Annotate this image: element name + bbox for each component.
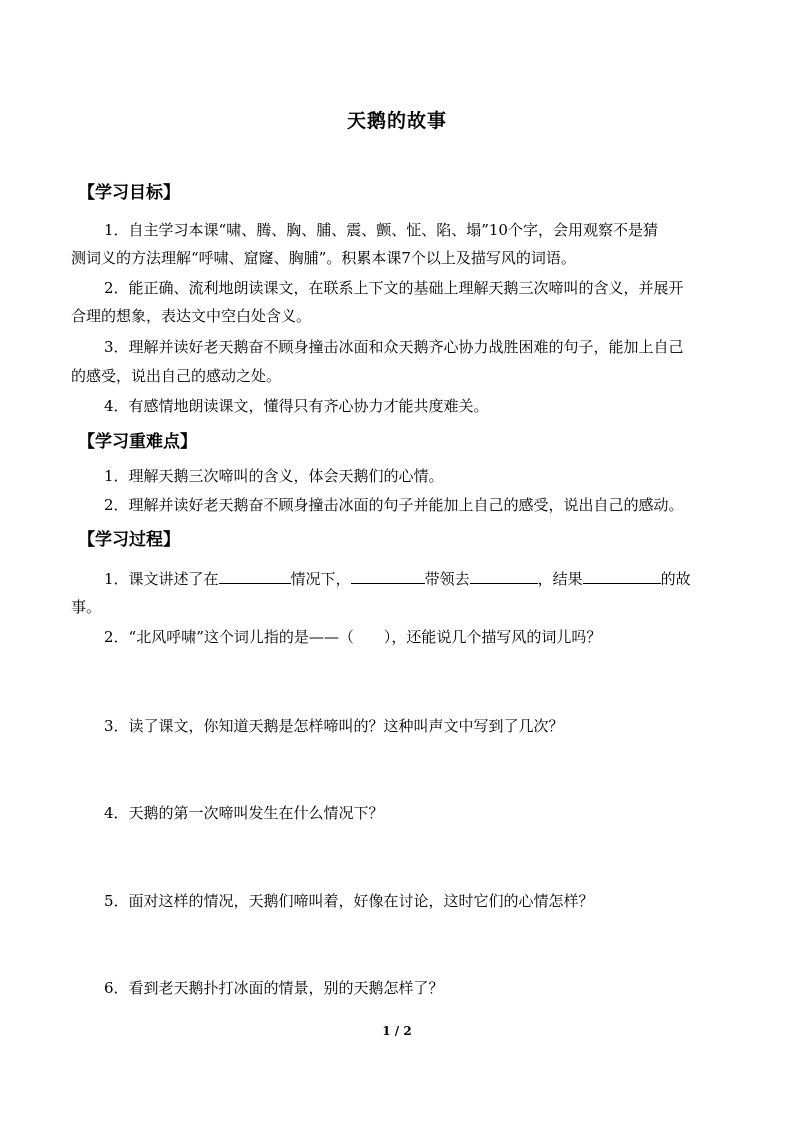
answer-blank-3[interactable] [470, 568, 538, 584]
document-title: 天鹅的故事 [346, 110, 447, 132]
objective-3-line-2: 的感受，说出自己的感动之处。 [71, 367, 282, 385]
question-1-line-1 [104, 568, 691, 589]
question-1-text-b: 情况下， [290, 570, 351, 588]
question-1-text-a: 1．课文讲述了在 [104, 570, 219, 588]
question-2: 2．“北风呼啸”这个词儿指的是——（ ），还能说几个描写风的词儿吗？ [104, 628, 602, 646]
section-heading-objectives: 【学习目标】 [78, 183, 180, 203]
question-1-text-e: 的故 [660, 570, 691, 588]
objective-4-line-1: 4．有感情地朗读课文，懂得只有齐心协力才能共度难关。 [104, 397, 489, 415]
key-point-2: 2．理解并读好老天鹅奋不顾身撞击冰面的句子并能加上自己的感受，说出自己的感动。 [104, 496, 684, 514]
question-5: 5．面对这样的情况，天鹅们啼叫着，好像在讨论，这时它们的心情怎样？ [104, 892, 594, 910]
objective-3-line-1: 3．理解并读好老天鹅奋不顾身撞击冰面和众天鹅齐心协力战胜困难的句子，能加上自己 [104, 338, 684, 356]
section-heading-process: 【学习过程】 [78, 530, 180, 550]
objective-2-line-2: 合理的想象，表达文中空白处含义。 [71, 307, 312, 325]
objective-1-line-1: 1．自主学习本课“啸、腾、胸、脯、震、颤、怔、陷、塌”10个字，会用观察不是猜 [104, 221, 658, 239]
page-number: 1 / 2 [382, 1024, 412, 1038]
answer-blank-2[interactable] [351, 568, 425, 584]
question-6: 6．看到老天鹅扑打冰面的情景，别的天鹅怎样了？ [104, 979, 444, 997]
question-3: 3．读了课文，你知道天鹅是怎样啼叫的？这种叫声文中写到了几次？ [104, 717, 564, 735]
question-1-text-c: 带领去 [424, 570, 470, 588]
section-heading-key-points: 【学习重难点】 [78, 432, 197, 452]
question-4: 4．天鹅的第一次啼叫发生在什么情况下？ [104, 804, 384, 822]
key-point-1: 1．理解天鹅三次啼叫的含义，体会天鹅们的心情。 [104, 467, 444, 485]
question-1-line-2: 事。 [71, 598, 102, 616]
answer-blank-4[interactable] [583, 568, 661, 584]
objective-1-line-2: 测词义的方法理解“呼啸、窟窿、胸脯”。积累本课7个以上及描写风的词语。 [71, 249, 576, 267]
objective-2-line-1: 2．能正确、流利地朗读课文，在联系上下文的基础上理解天鹅三次啼叫的含义，并展开 [104, 279, 684, 297]
question-1-text-d: ，结果 [537, 570, 583, 588]
answer-blank-1[interactable] [219, 568, 291, 584]
